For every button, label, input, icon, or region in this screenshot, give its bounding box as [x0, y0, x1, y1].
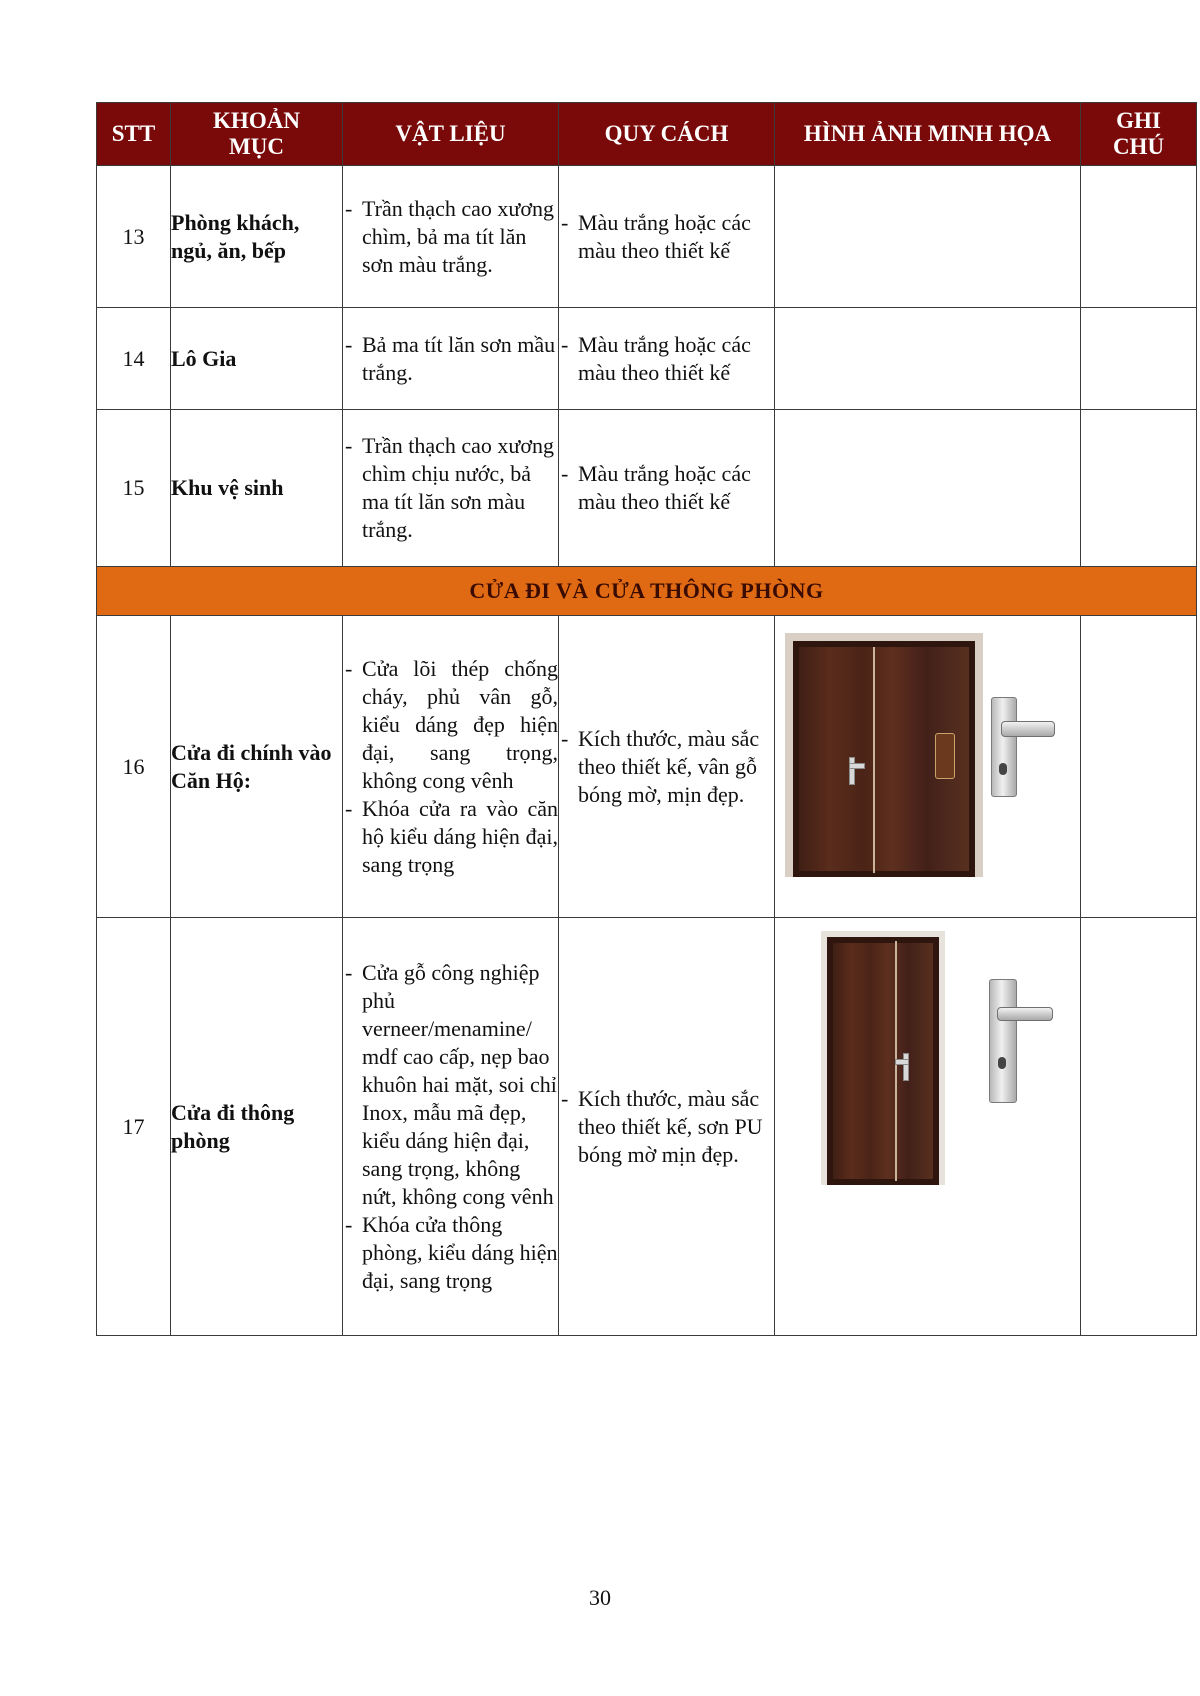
row-image: [775, 616, 1081, 918]
table-header-row: [97, 103, 1197, 166]
lever-arm: [1001, 721, 1055, 737]
spec-bullet: - Kích thước, màu sắc theo thiết kế, sơn PU bóng mờ mịn đẹp.: [559, 1085, 774, 1169]
table-row: [97, 616, 1197, 918]
lever-handle-image: [991, 697, 1017, 797]
door-leaf: [827, 937, 939, 1185]
spec-bullet: - Màu trắng hoặc các màu theo thiết kế: [559, 460, 774, 516]
material-bullet: - Trần thạch cao xương chìm, bả ma tít lăn sơn màu trắng.: [343, 195, 558, 279]
row-stt: 15: [97, 410, 171, 567]
door-pull-lever: [895, 1059, 909, 1065]
material-bullet: - Trần thạch cao xương chìm chịu nước, bả ma tít lăn sơn màu trắng.: [343, 432, 558, 544]
material-bullet: - Khóa cửa thông phòng, kiểu dáng hiện đại, sang trọng: [343, 1211, 558, 1295]
row-material: [343, 166, 559, 308]
door-pull: [903, 1053, 909, 1081]
row-material: [343, 410, 559, 567]
door-pull-lever: [849, 763, 865, 769]
header-item: KHOẢN MỤC: [171, 103, 343, 166]
material-bullet: - Bả ma tít lăn sơn mầu trắng.: [343, 331, 558, 387]
row-spec: [559, 308, 775, 410]
table-row: [97, 308, 1197, 410]
row-stt: 14: [97, 308, 171, 410]
section-title: CỬA ĐI VÀ CỬA THÔNG PHÒNG: [97, 567, 1197, 616]
table-row: [97, 918, 1197, 1336]
row-item: Cửa đi thông phòng: [171, 918, 343, 1336]
row-image: [775, 166, 1081, 308]
row-note: [1081, 410, 1197, 567]
row-item: Khu vệ sinh: [171, 410, 343, 567]
header-spec: QUY CÁCH: [559, 103, 775, 166]
spec-bullet: - Màu trắng hoặc các màu theo thiết kế: [559, 331, 774, 387]
material-bullet: - Cửa lõi thép chống cháy, phủ vân gỗ, kiểu dáng đẹp hiện đại, sang trọng, không cong vênh: [343, 655, 558, 795]
keyhole: [998, 1057, 1006, 1069]
row-note: [1081, 308, 1197, 410]
row-material: [343, 308, 559, 410]
main-door-image: [775, 617, 1081, 917]
smart-lock-pad: [935, 733, 955, 779]
row-spec: [559, 616, 775, 918]
row-item: Cửa đi chính vào Căn Hộ:: [171, 616, 343, 918]
door-pull: [849, 757, 855, 785]
row-note: [1081, 166, 1197, 308]
door-inlay-strip: [873, 647, 875, 873]
lever-arm: [997, 1007, 1053, 1021]
keyhole: [999, 763, 1007, 775]
table-row: [97, 410, 1197, 567]
table-row: [97, 166, 1197, 308]
row-stt: 17: [97, 918, 171, 1336]
material-bullet: - Cửa gỗ công nghiệp phủ verneer/menamine/ mdf cao cấp, nẹp bao khuôn hai mặt, soi chỉ Inox, mẫu mã đẹp, kiểu dáng hiện đại, sang trọng, không nứt, không cong vênh: [343, 959, 558, 1211]
materials-spec-table: [96, 102, 1197, 1336]
row-material: [343, 616, 559, 918]
row-image: [775, 308, 1081, 410]
header-material: VẬT LIỆU: [343, 103, 559, 166]
material-bullet: - Khóa cửa ra vào căn hộ kiểu dáng hiện đại, sang trọng: [343, 795, 558, 879]
page-number: 30: [589, 1585, 611, 1610]
header-stt: STT: [97, 103, 171, 166]
row-stt: 13: [97, 166, 171, 308]
row-stt: 16: [97, 616, 171, 918]
row-item: Lô Gia: [171, 308, 343, 410]
header-image: HÌNH ẢNH MINH HỌA: [775, 103, 1081, 166]
row-note: [1081, 616, 1197, 918]
row-note: [1081, 918, 1197, 1336]
row-spec: [559, 166, 775, 308]
header-note: GHI CHÚ: [1081, 103, 1197, 166]
row-image: [775, 410, 1081, 567]
row-spec: [559, 918, 775, 1336]
spec-bullet: - Kích thước, màu sắc theo thiết kế, vân gỗ bóng mờ, mịn đẹp.: [559, 725, 774, 809]
row-spec: [559, 410, 775, 567]
spec-bullet: - Màu trắng hoặc các màu theo thiết kế: [559, 209, 774, 265]
section-row: [97, 567, 1197, 616]
interior-door-image: [775, 919, 1081, 1335]
interior-lever-handle-image: [989, 979, 1017, 1103]
row-image: [775, 918, 1081, 1336]
row-item: Phòng khách, ngủ, ăn, bếp: [171, 166, 343, 308]
row-material: [343, 918, 559, 1336]
